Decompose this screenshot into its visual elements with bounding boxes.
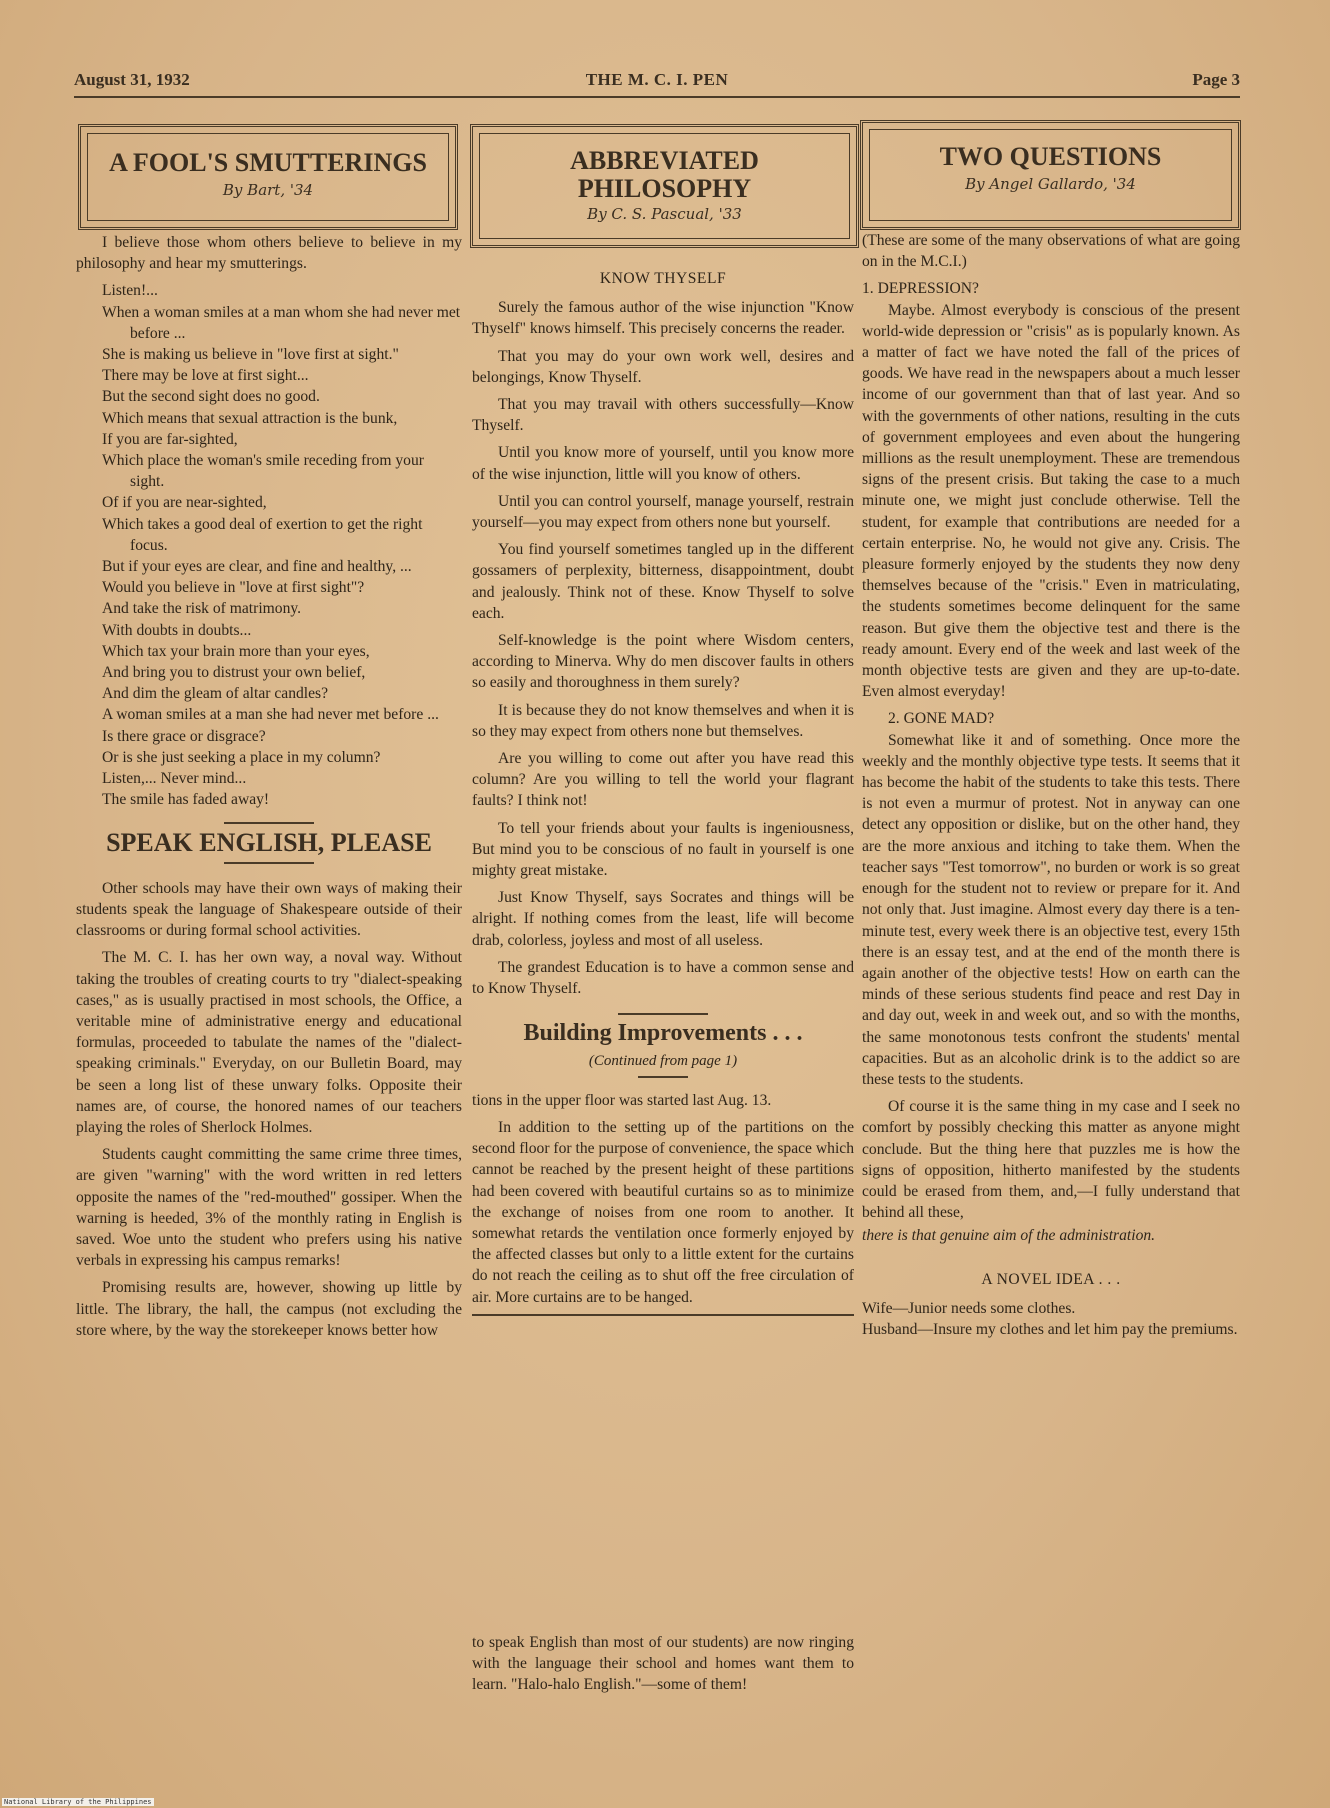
divider — [618, 1013, 708, 1015]
paragraph: To tell your friends about your faults is ingeniousness, But mind you to be conscious of no fault in yourself is one mighty great mistake. — [472, 819, 854, 880]
poem-line: And take the risk of matrimony. — [102, 600, 302, 618]
question-heading: 1. DEPRESSION? — [862, 280, 979, 298]
paragraph: Surely the famous author of the wise injunction "Know Thyself" knows himself. This precisely concerns the reader. — [472, 299, 854, 338]
article-body — [472, 297, 854, 999]
paragraph: Promising results are, however, showing up little by little. The library, the hall, the campus (not excluding the store where, by the way the storekeeper knows better how — [76, 1279, 462, 1339]
divider — [224, 862, 314, 864]
intro-note: (These are some of the many observations of what are going on in the M.C.I.) — [862, 232, 1240, 271]
poem-line: Which place the woman's smile receding from your sight. — [102, 452, 424, 491]
poem-line: There may be love at first sight... — [102, 367, 309, 385]
paragraph: Just Know Thyself, says Socrates and things will be alright. If nothing comes from the least, life will become drab, colorless, joyless and most of all useless. — [472, 889, 854, 949]
poem-line: Is there grace or disgrace? — [102, 727, 266, 745]
column-title: A FOOL'S SMUTTERINGS — [109, 148, 427, 177]
continuation-text: to speak English than most of our students) are now ringing with the language their school and homes want them to learn. "Halo-halo English."—some of them! — [472, 1634, 854, 1694]
poem-line: Of if you are near-sighted, — [102, 494, 267, 512]
divider — [472, 1314, 854, 1316]
sub-heading: KNOW THYSELF — [599, 270, 727, 287]
paragraph: Self-knowledge is the point where Wisdom centers, according to Minerva. Why do men discover faults in others so easily and thoroughness in them surely? — [472, 632, 854, 692]
article-body — [472, 1090, 854, 1308]
poem-line: A woman smiles at a man she had never met before ... — [102, 706, 439, 724]
poem-line: The smile has faded away! — [102, 791, 270, 809]
page-number: Page 3 — [1192, 70, 1240, 89]
poem-line: Listen,... Never mind... — [102, 770, 247, 788]
column-3 — [862, 230, 1240, 1346]
paragraph: Somewhat like it and of something. Once more the weekly and the monthly objective type tests. It seems that it has become the habit of the students to take this tests. There is not even a murmur of protest. Not in anyway can one detect any opposition or dislike, but on the other hand, they are the more anxious and itching to take them. When the teacher says "Test tomorrow", no burden or work is so great enough for the student not to review or prepare for it. And not only that. Just imagine. Almost every day there is a ten-minute test, every week there is an objective test, every 15th there is an essay test, and at the end of the month there is again another of the objective tests! How on earth can the minds of these serious students find peace and rest Day in and day out, week in and week out, and so with the months, the same monotonous tests confront the students' mental capacities. But as an alcoholic drink is to the addict so are these tests to the students. — [862, 731, 1240, 1088]
joke-line: Husband—Insure my clothes and let him pay the premiums. — [862, 1320, 1238, 1338]
abbreviated-philosophy-box — [470, 124, 859, 248]
article-body — [862, 300, 1240, 703]
poem-line: Would you believe in "love at first sight"? — [102, 579, 365, 597]
byline: By Bart, '34 — [222, 181, 314, 199]
paragraph: You find yourself sometimes tangled up in the different gossamers of perplexity, bitterness, disappointment, doubt and jealously. Think not of these. Know Thyself to solve each. — [472, 541, 854, 622]
poem-line: She is making us believe in "love first at sight." — [102, 346, 399, 364]
paragraph: It is because they do not know themselves and when it is so they may expect from others none but themselves. — [472, 701, 854, 740]
paragraph: Other schools may have their own ways of making their students speak the language of Shakespeare outside of their classrooms or during formal school activities. — [76, 879, 462, 940]
sub-heading: A NOVEL IDEA . . . — [981, 1270, 1121, 1288]
paragraph: The M. C. I. has her own way, a noval way. Without taking the troubles of creating courts to try "dialect-speaking cases," as is usually practised in most schools, the Office, a veritable mine of administrative energy and educational formulas, proceeded to tabulate the names of the "dialect-speaking criminals." Everyday, on our Bulletin Board, may be seen a long list of these unwary folks. Opposite their names are, of course, the honored names of our teachers playing the roles of Sherlock Holmes. — [76, 949, 462, 1136]
poem-line: And bring you to distrust your own belief, — [102, 664, 366, 682]
column-title: ABBREVIATED — [570, 146, 759, 175]
poem-line: But if your eyes are clear, and fine and healthy, ... — [102, 558, 412, 576]
byline: By Angel Gallardo, '34 — [965, 175, 1136, 193]
poem — [76, 280, 462, 810]
paragraph: Maybe. Almost everybody is conscious of the present world-wide depression or "crisis" as is popularly known. As a matter of fact we have noted the fall of the prices of goods. We have read in the newspapers about a much lesser income of our government than that of last year. And so with the governments of other nations, resulting in the cuts of government employees and even about the hungering millions as the result unemployment. These are tremendous signs of the present crisis. But taking the case to a much minute one, we might just conclude otherwise. Tell the student, for example that contributions are needed for a certain enterprise. No, he would not give any. Crisis. The pleasure formerly enjoyed by the students they now deny themselves because of the "crisis." Even in matriculating, the students sometimes become delinquent for the same reason. But give them the objective test and there is the ready amount. Every end of the week and last week of the month objective tests are given and they are up-to-date. Even almost everyday! — [862, 301, 1240, 701]
divider — [224, 822, 314, 824]
paragraph: Students caught committing the same crime three times, are given "warning" with the word written in red letters opposite the names of the "red-mouthed" gossiper. When the warning is heeded, 3% of the monthly rating in English is saved. Woe unto the student who prefers using his native verbals in expressing his campus remarks! — [76, 1146, 462, 1270]
intro-paragraph: I believe those whom others believe to believe in my philosophy and hear my smutterings. — [76, 234, 462, 273]
poem-line: Which takes a good deal of exertion to get the right focus. — [102, 515, 423, 554]
section-title: Building Improvements . . . — [523, 1020, 803, 1047]
header-rule — [74, 96, 1240, 98]
paragraph: That you may travail with others successfully—Know Thyself. — [472, 396, 854, 435]
byline: By C. S. Pascual, '33 — [587, 205, 742, 223]
paragraph: That you may do your own work well, desires and belongings, Know Thyself. — [472, 347, 854, 386]
paragraph: Are you willing to come out after you have read this column? Are you willing to tell the world your flagrant faults? I think not! — [472, 750, 854, 810]
column-2 — [472, 258, 854, 1326]
poem-line: Which tax your brain more than your eyes, — [102, 642, 370, 660]
column-2-bottom — [472, 1632, 854, 1702]
fools-smutterings-box — [78, 124, 458, 230]
article-body — [76, 878, 462, 1341]
poem-line: And dim the gleam of altar candles? — [102, 685, 329, 703]
joke-line: Wife—Junior needs some clothes. — [862, 1299, 1076, 1317]
poem-line: Which means that sexual attraction is the bunk, — [102, 409, 398, 427]
issue-date: August 31, 1932 — [74, 70, 190, 89]
divider — [638, 1076, 688, 1078]
paragraph: In addition to the setting up of the partitions on the second floor for the purpose of convenience, the space which cannot be reached by the present height of these partitions had been covered with beautiful curtains so as to minimize the exchange of noises from one room to another. It somewhat retards the ventilation once formerly enjoyed by the affected classes but only to a little extent for the curtains do not reach the ceiling as to shut off the free circulation of air. More curtains are to be hanged. — [472, 1118, 854, 1306]
column-title: PHILOSOPHY — [577, 174, 752, 203]
question-heading: 2. GONE MAD? — [888, 710, 995, 728]
poem-line: With doubts in doubts... — [102, 621, 252, 639]
article-body — [862, 730, 1240, 1224]
poem-line: If you are far-sighted, — [102, 430, 238, 448]
paragraph: Until you know more of yourself, until you know more of the wise injunction, little will you know of others. — [472, 444, 854, 483]
paragraph: tions in the upper floor was started last Aug. 13. — [472, 1091, 772, 1109]
column-1 — [76, 232, 462, 1347]
section-title: SPEAK ENGLISH, PLEASE — [106, 828, 432, 858]
paragraph: Of course it is the same thing in my case and I seek no comfort by possibly checking this matter as anyone might conclude. But the thing here that puzzles me is how the signs of opposition, hitherto manifested by the students could be erased from them, and,—I fully understand that behind all these, — [862, 1098, 1240, 1222]
two-questions-box — [860, 120, 1241, 230]
italic-ending: there is that genuine aim of the administration. — [862, 1227, 1156, 1245]
poem-line: Listen!... — [102, 282, 158, 300]
paragraph: Until you can control yourself, manage yourself, restrain yourself—you may expect from others none but yourself. — [472, 492, 854, 532]
poem-line: Or is she just seeking a place in my column? — [102, 748, 381, 766]
continued-note: (Continued from page 1) — [588, 1052, 738, 1069]
poem-line: When a woman smiles at a man whom she had never met before ... — [102, 303, 461, 342]
column-title: TWO QUESTIONS — [939, 142, 1162, 171]
library-credit: National Library of the Philippines — [4, 1798, 152, 1806]
poem-line: But the second sight does no good. — [102, 388, 320, 406]
paper-title: THE M. C. I. PEN — [585, 70, 729, 89]
paragraph: The grandest Education is to have a common sense and to Know Thyself. — [472, 958, 854, 998]
